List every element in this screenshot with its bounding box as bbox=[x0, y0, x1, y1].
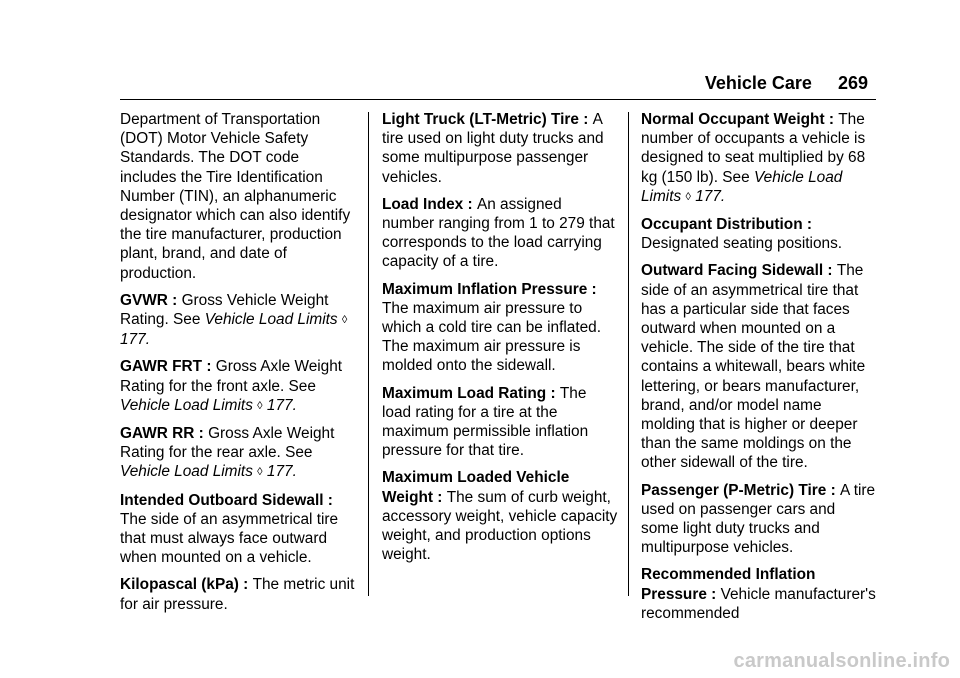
glossary-definition: The metric unit for air pressure. bbox=[120, 576, 355, 613]
cross-reference-page[interactable]: 177 bbox=[266, 463, 293, 481]
glossary-term: Maximum Loaded Vehicle Weight bbox=[382, 469, 570, 506]
cross-reference-period: . bbox=[292, 463, 297, 481]
glossary-definition: Department of Transportation (DOT) Motor Vehicle Safety Standards. The DOT code includes the Tire Identification Number (TIN), an alphanumeric designator which can also identify the tire manufacturer, production plant, brand, and date of production. bbox=[120, 111, 351, 282]
glossary-term: Maximum Inflation Pressure bbox=[382, 280, 588, 298]
glossary-definition: The side of an asymmetrical tire that has a particular side that faces outward when mounted on a vehicle. The side of the tire that contains a whitewall, bears white lettering, or bears manufacturer, brand, and/or model name molding that is higher or deeper than the same moldings on the other sidewall of the tire. bbox=[641, 262, 866, 472]
cross-reference-period: . bbox=[720, 187, 726, 205]
glossary-definition: The maximum air pressure to which a cold tire can be inflated. The maximum air pressure is molded onto the sidewall. bbox=[382, 299, 602, 375]
cross-reference-page[interactable]: 177 bbox=[695, 187, 721, 205]
glossary-entry bbox=[120, 110, 356, 283]
column-divider-2 bbox=[628, 112, 629, 596]
glossary-entry bbox=[382, 110, 618, 187]
glossary-definition: Vehicle manufacturer's recommended bbox=[641, 585, 876, 622]
cross-reference-page[interactable]: 177 bbox=[120, 331, 146, 349]
term-separator: : bbox=[238, 576, 253, 594]
page-reference-icon: ◊ bbox=[257, 399, 263, 412]
term-separator: : bbox=[587, 280, 597, 298]
page-header bbox=[0, 72, 868, 94]
column-3 bbox=[641, 110, 877, 631]
watermark: carmanualsonline.info bbox=[733, 650, 950, 672]
glossary-term: Kilopascal (kPa) bbox=[120, 576, 239, 594]
glossary-term: Load Index bbox=[382, 195, 464, 213]
term-separator: : bbox=[323, 491, 333, 509]
glossary-term: Occupant Distribution bbox=[641, 216, 803, 234]
glossary-definition: A tire used on light duty trucks and some multipurpose passenger vehicles. bbox=[382, 111, 604, 186]
cross-reference-link[interactable]: Vehicle Load Limits bbox=[204, 311, 338, 329]
page-reference-icon: ◊ bbox=[685, 190, 691, 203]
term-separator: : bbox=[802, 216, 813, 234]
section-title: Vehicle Care bbox=[704, 73, 812, 93]
cross-reference-link[interactable]: Vehicle Load Limits bbox=[120, 463, 253, 481]
glossary-entry bbox=[120, 424, 356, 483]
term-separator: : bbox=[826, 481, 841, 499]
glossary-entry bbox=[641, 110, 877, 207]
glossary-definition: The number of occupants a vehicle is designed to seat multiplied by 68 kg (150 lb). See bbox=[641, 111, 866, 186]
term-separator: : bbox=[578, 111, 593, 128]
glossary-definition: The load rating for a tire at the maximum permissible inflation pressure for that tire. bbox=[382, 384, 589, 460]
glossary-definition: A tire used on passenger cars and some light duty trucks and multipurpose vehicles. bbox=[641, 481, 876, 557]
glossary-term: Recommended Inflation Pressure bbox=[641, 566, 816, 603]
glossary-entry bbox=[120, 575, 356, 613]
glossary-entry bbox=[641, 215, 877, 253]
cross-reference-link[interactable]: Vehicle Load Limits bbox=[120, 396, 253, 414]
glossary-term: Passenger (P-Metric) Tire bbox=[641, 481, 827, 499]
page-reference-icon: ◊ bbox=[341, 314, 348, 327]
glossary-definition: Gross Axle Weight Rating for the rear axle. See bbox=[120, 425, 335, 462]
page-number: 269 bbox=[837, 73, 868, 93]
glossary-entry bbox=[641, 565, 877, 623]
term-separator: : bbox=[202, 358, 216, 376]
column-1 bbox=[120, 110, 356, 622]
glossary-definition: The sum of curb weight, accessory weight, vehicle capacity weight, and production options weight. bbox=[382, 488, 618, 564]
glossary-term: GAWR FRT bbox=[120, 358, 203, 376]
cross-reference-period: . bbox=[292, 396, 297, 414]
column-2 bbox=[382, 110, 618, 572]
glossary-term: Outward Facing Sidewall bbox=[641, 262, 824, 280]
glossary-entry bbox=[641, 481, 877, 558]
glossary-definition: Gross Axle Weight Rating for the front axle. See bbox=[120, 358, 343, 395]
glossary-entry bbox=[120, 357, 356, 416]
glossary-definition: An assigned number ranging from 1 to 279 that corresponds to the load carrying capacity of a tire. bbox=[382, 195, 615, 271]
glossary-definition: Designated seating positions. bbox=[641, 235, 843, 253]
column-divider-1 bbox=[368, 112, 369, 596]
term-separator: : bbox=[194, 425, 209, 443]
glossary-entry bbox=[382, 468, 618, 564]
glossary-entry bbox=[641, 261, 877, 472]
term-separator: : bbox=[706, 585, 721, 603]
term-separator: : bbox=[824, 111, 839, 128]
glossary-definition: Gross Vehicle Weight Rating. See bbox=[120, 291, 329, 329]
term-separator: : bbox=[546, 384, 560, 402]
glossary-term: GVWR bbox=[120, 291, 168, 309]
glossary-entry bbox=[120, 291, 356, 350]
glossary-term: Maximum Load Rating bbox=[382, 384, 547, 402]
term-separator: : bbox=[463, 195, 477, 213]
term-separator: : bbox=[167, 291, 182, 309]
glossary-definition: The side of an asymmetrical tire that must always face outward when mounted on a vehicle. bbox=[120, 510, 339, 567]
glossary-term: Normal Occupant Weight bbox=[641, 111, 825, 128]
glossary-entry bbox=[382, 280, 618, 376]
glossary-term: Light Truck (LT-Metric) Tire bbox=[382, 111, 579, 128]
term-separator: : bbox=[433, 488, 447, 506]
term-separator: : bbox=[823, 262, 837, 280]
glossary-entry bbox=[382, 384, 618, 461]
cross-reference-page[interactable]: 177 bbox=[266, 396, 293, 414]
cross-reference-period: . bbox=[145, 331, 150, 349]
glossary-term: Intended Outboard Sidewall bbox=[120, 491, 324, 509]
glossary-entry bbox=[120, 491, 356, 568]
glossary-entry bbox=[382, 195, 618, 272]
cross-reference-link[interactable]: Vehicle Load Limits bbox=[641, 168, 843, 205]
page-reference-icon: ◊ bbox=[257, 466, 263, 479]
glossary-term: GAWR RR bbox=[120, 425, 195, 443]
header-rule bbox=[120, 99, 876, 100]
